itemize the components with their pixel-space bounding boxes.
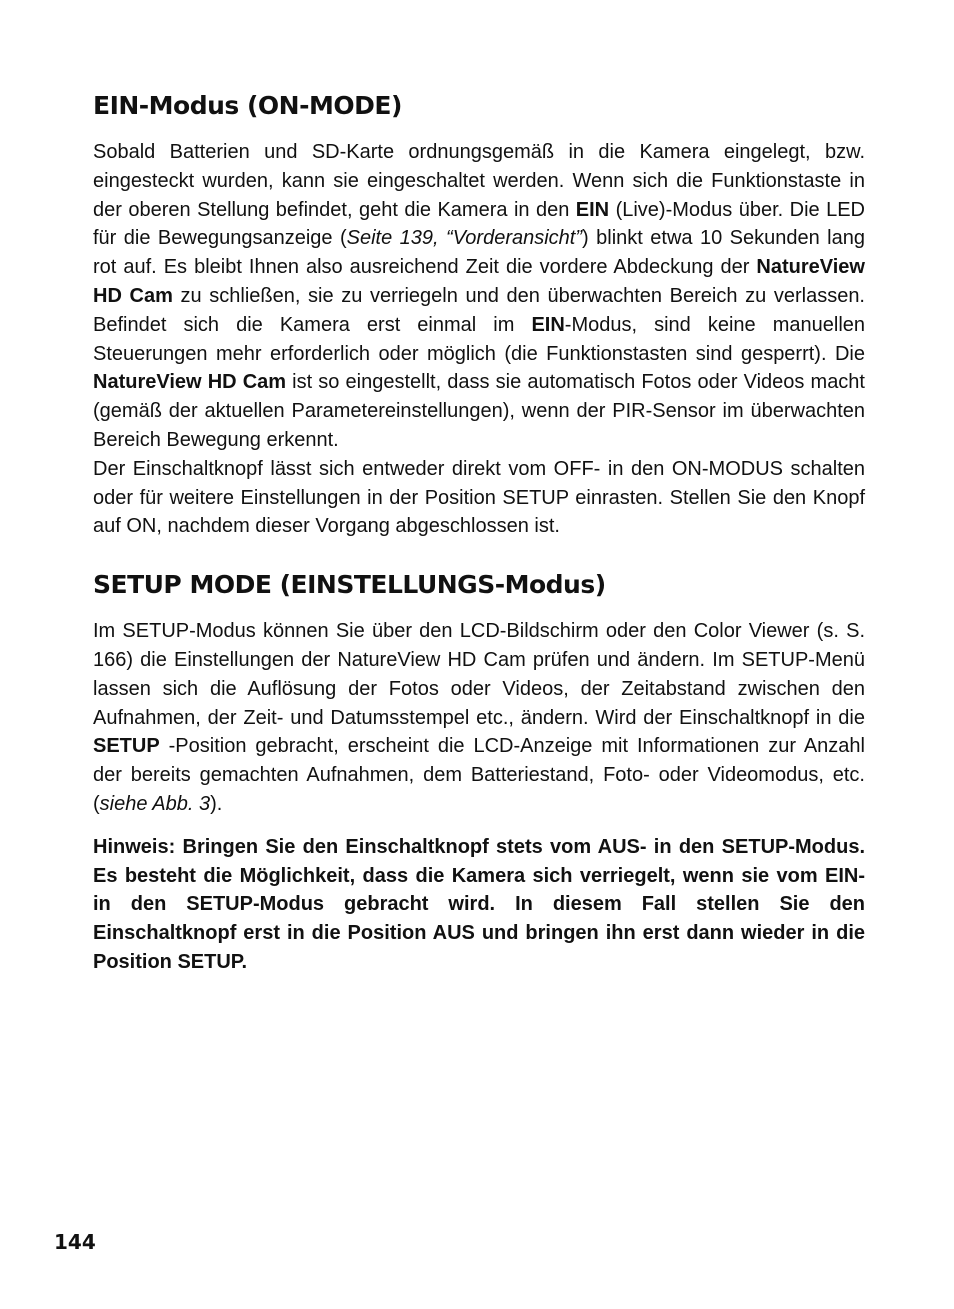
page-number: 144	[54, 1230, 96, 1254]
bold-run: NatureView HD Cam	[93, 371, 287, 394]
italic-run: Seite 139, “Vorderansicht”	[346, 227, 583, 250]
bold-run: SETUP	[93, 735, 160, 758]
setup-mode-paragraph-1	[93, 617, 865, 819]
text-run: (Live)-Modus über. Die LED für die Bewegungsanzeige (	[93, 198, 866, 250]
text-run: zu schließen, sie zu verriegeln und den überwachten Bereich zu verlassen. Befindet sich die Kamera erst einmal im	[93, 284, 865, 336]
text-run: ) blinkt etwa 10 Sekunden lang rot auf. Es bleibt Ihnen also ausreichend Zeit die vordere Abdeckung der	[93, 227, 865, 279]
text-run: -Position gebracht, erscheint die LCD-Anzeige mit Informationen zur Anzahl der bereits gemachten Aufnahmen, dem Batteriestand, Foto- oder Videomodus, etc. (	[93, 735, 865, 815]
bold-run: EIN	[531, 313, 565, 336]
on-mode-paragraph-1	[93, 138, 865, 455]
section-heading-setup-mode: SETUP MODE (EINSTELLUNGS-Modus)	[93, 570, 606, 600]
text-run: ist so eingestellt, dass sie automatisch Fotos oder Videos macht (gemäß der aktuellen Parametereinstellungen), wenn der PIR-Sensor im überwachten Bereich Bewegung erkennt.	[93, 371, 865, 451]
setup-mode-note: Hinweis: Bringen Sie den Einschaltknopf stets vom AUS- in den SETUP-Modus. Es besteht die Möglichkeit, dass die Kamera sich verriegelt, wenn sie vom EIN- in den SETUP-Modus gebracht wird. In diesem Fall stellen Sie den Einschaltknopf erst in die Position AUS und bringen ihn erst dann wieder in die Position SETUP.	[93, 835, 865, 973]
italic-run: siehe Abb. 3	[99, 792, 211, 815]
text-run: Im SETUP-Modus können Sie über den LCD-Bildschirm oder den Color Viewer (s. S. 166) die Einstellungen der NatureView HD Cam prüfen und ändern. Im SETUP-Menü lassen sich die Auflösung der Fotos oder Videos, der Zeitabstand zwischen den Aufnahmen, der Zeit- und Datumsstempel etc., ändern. Wird der Einschaltknopf in die	[93, 620, 865, 729]
text-run: ).	[210, 792, 223, 815]
section-heading-on-mode: EIN-Modus (ON-MODE)	[93, 91, 402, 120]
text-run: -Modus, sind keine manuellen Steuerungen mehr erforderlich oder möglich (die Funktionstasten sind gesperrt). Die	[93, 313, 866, 365]
text-run: Sobald Batterien und SD-Karte ordnungsgemäß in die Kamera eingelegt, bzw. eingesteckt wurden, kann sie eingeschaltet werden. Wenn sich die Funktionstaste in der oberen Stellung befindet, geht die Kamera in den	[93, 141, 865, 221]
page-content	[93, 88, 865, 977]
bold-run: EIN	[575, 198, 610, 221]
on-mode-paragraph-2: Der Einschaltknopf lässt sich entweder direkt vom OFF- in den ON-MODUS schalten oder für weitere Einstellungen in der Position SETUP einrasten. Stellen Sie den Knopf auf ON, nachdem dieser Vorgang abgeschlossen ist.	[93, 457, 865, 538]
bold-run: NatureView HD Cam	[93, 256, 865, 307]
